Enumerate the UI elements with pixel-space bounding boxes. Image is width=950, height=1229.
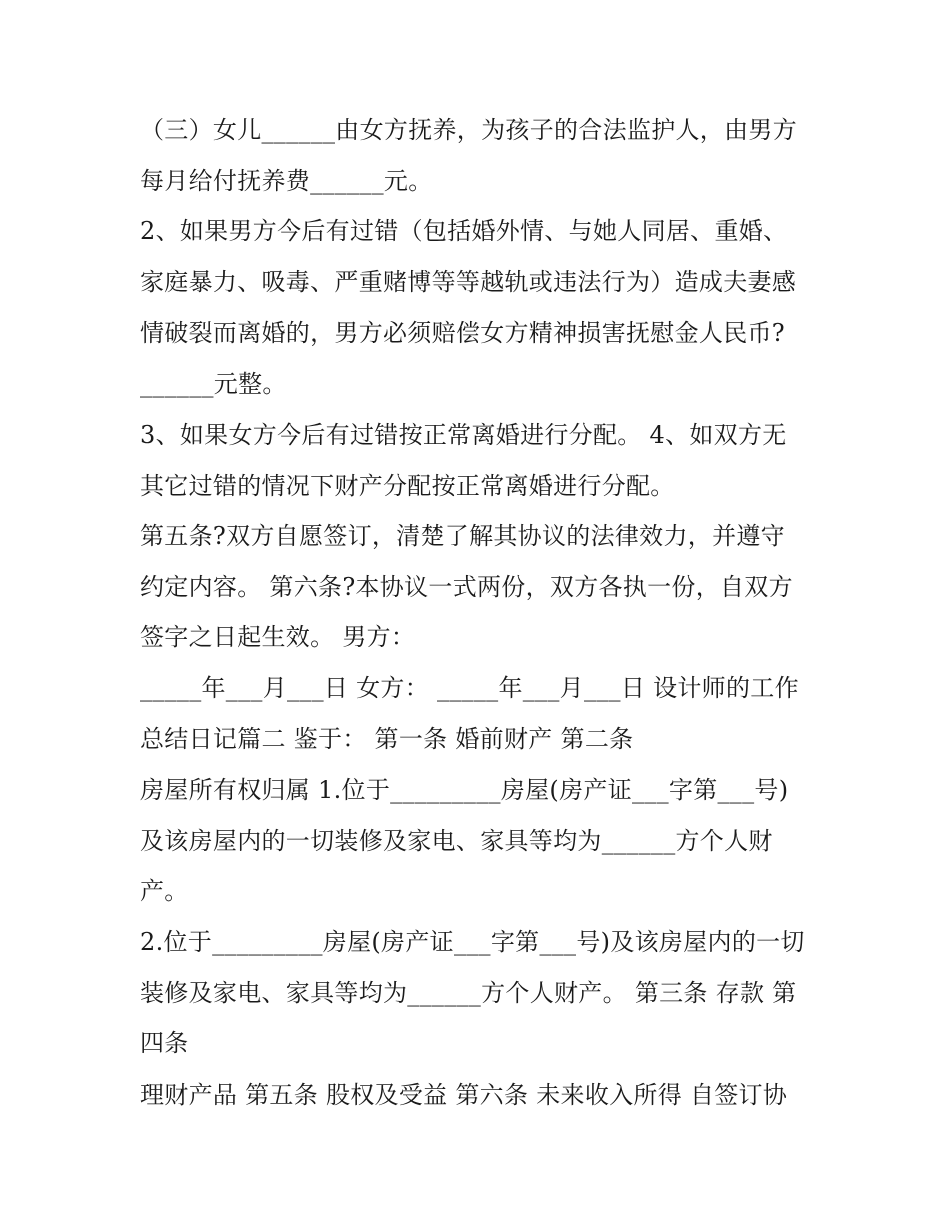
text-line-6: ______元整。 xyxy=(140,370,287,398)
text-line-7: 3、如果女方今后有过错按正常离婚进行分配。 4、如双方无 xyxy=(140,421,787,449)
text-line-19: 四条 xyxy=(140,1029,189,1057)
text-line-5: 情破裂而离婚的，男方必须赔偿女方精神损害抚慰金人民币? xyxy=(140,319,785,347)
text-line-18: 装修及家电、家具等均为______方个人财产。 第三条 存款 第 xyxy=(140,979,797,1007)
text-line-1: （三）女儿______由女方抚养，为孩子的合法监护人，由男方 xyxy=(140,116,797,144)
text-line-20: 理财产品 第五条 股权及受益 第六条 未来收入所得 自签订协 xyxy=(140,1081,788,1109)
text-line-16: 产。 xyxy=(140,877,189,905)
text-line-9: 第五条?双方自愿签订，清楚了解其协议的法律效力，并遵守 xyxy=(140,522,785,550)
text-line-3: 2、如果男方今后有过错（包括婚外情、与她人同居、重婚、 xyxy=(140,217,788,245)
text-line-4: 家庭暴力、吸毒、严重赌博等等越轨或违法行为）造成夫妻感 xyxy=(140,268,797,296)
text-line-13: 总结日记篇二 鉴于： 第一条 婚前财产 第二条 xyxy=(140,725,634,753)
text-line-11: 签字之日起生效。 男方： xyxy=(140,623,416,651)
text-line-14: 房屋所有权归属 1.位于_________房屋(房产证___字第___号) xyxy=(140,776,789,804)
text-line-2: 每月给付抚养费______元。 xyxy=(140,167,433,195)
text-line-12: _____年___月___日 女方： _____年___月___日 设计师的工作 xyxy=(140,674,799,702)
text-line-17: 2.位于_________房屋(房产证___字第___号)及该房屋内的一切 xyxy=(140,928,805,956)
text-line-10: 约定内容。 第六条?本协议一式两份，双方各执一份，自双方 xyxy=(140,573,793,601)
text-line-15: 及该房屋内的一切装修及家电、家具等均为______方个人财 xyxy=(140,827,773,855)
text-line-8: 其它过错的情况下财产分配按正常离婚进行分配。 xyxy=(140,472,675,500)
